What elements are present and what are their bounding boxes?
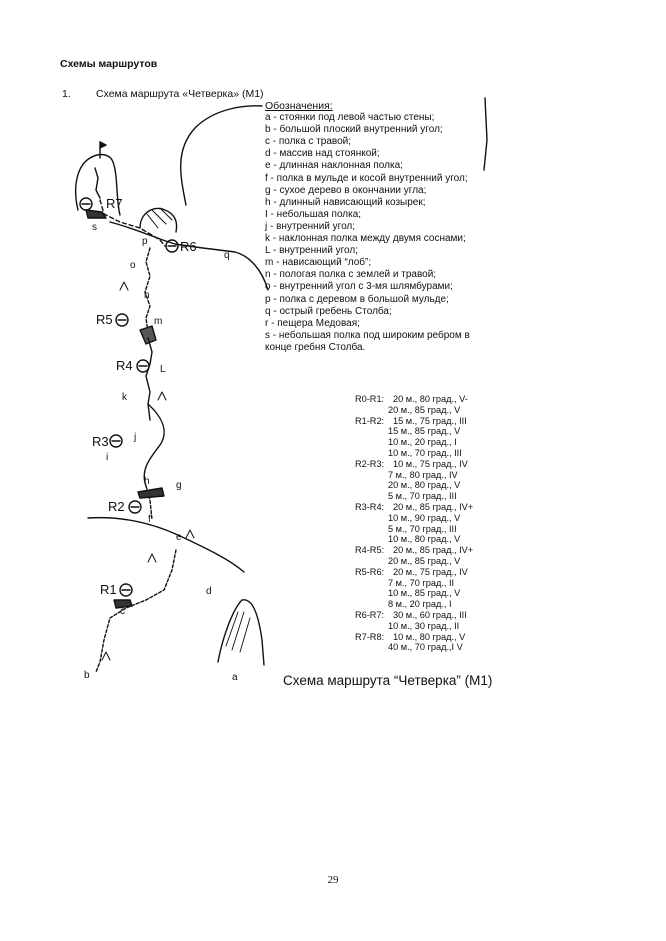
- letter-k: k: [122, 392, 127, 403]
- pitch-value: 20 м., 85 град., V: [388, 404, 461, 415]
- pitch-segment: R6-R7:: [355, 609, 385, 620]
- letter-a: a: [232, 672, 238, 683]
- pitch-value: 20 м., 85 град., IV+: [393, 501, 474, 512]
- pitch-line: [355, 416, 505, 427]
- pitch-line: [355, 491, 505, 502]
- legend-item: r - пещера Медовая;: [265, 317, 360, 329]
- pitch-line: [355, 459, 505, 470]
- letter-n: n: [144, 290, 150, 301]
- item-title: Схема маршрута «Четверка» (М1): [96, 88, 264, 100]
- letter-o: o: [130, 260, 136, 271]
- legend-item: I - небольшая полка;: [265, 208, 362, 220]
- legend-item: o - внутренний угол с 3-мя шлямбурами;: [265, 281, 453, 293]
- pitch-segment: R4-R5:: [355, 545, 385, 556]
- pitch-line: [355, 426, 505, 437]
- pitch-value: 8 м., 20 град., I: [388, 599, 452, 610]
- legend-item: j - внутренний угол;: [265, 220, 356, 232]
- legend-title: Обозначения:: [265, 100, 333, 112]
- pitch-segment: R5-R6:: [355, 566, 385, 577]
- legend-item: m - нависающий “лоб”;: [265, 257, 372, 269]
- pitch-value: 20 м., 75 град., IV: [393, 566, 468, 577]
- belay-label-r5: R5: [96, 312, 113, 327]
- legend-item: h - длинный нависающий козырек;: [265, 196, 426, 208]
- pitch-value: 10 м., 90 град., V: [388, 512, 461, 523]
- legend-item: s - небольшая полка под широким ребром в конце гребня Столба.: [265, 329, 470, 353]
- pitch-line: [355, 632, 505, 643]
- legend-item: b - большой плоский внутренний угол;: [265, 124, 443, 136]
- wall-outline: [181, 106, 262, 205]
- ledge-e-line: [88, 518, 244, 572]
- letter-c: c: [120, 606, 125, 617]
- pitch-value: 7 м., 80 град., IV: [388, 469, 458, 480]
- pitch-segment: R1-R2:: [355, 415, 385, 426]
- pitch-value: 7 м., 70 град., II: [388, 577, 455, 588]
- legend-item: p - полка с деревом в большой мульде;: [265, 293, 449, 305]
- pitch-value: 30 м., 60 град., III: [393, 609, 467, 620]
- pitch-line: [355, 502, 505, 513]
- letter-p: p: [142, 236, 148, 247]
- pitch-line: [355, 642, 505, 653]
- legend-item: a - стоянки под левой частью стены;: [265, 112, 435, 124]
- legend: [265, 100, 495, 354]
- rock-a: [218, 600, 264, 665]
- pitch-line: [355, 534, 505, 545]
- pitch-value: 10 м., 75 град., IV: [393, 458, 468, 469]
- pitch-segment: R7-R8:: [355, 631, 385, 642]
- pitch-value: 10 м., 20 град., I: [388, 437, 457, 448]
- pitch-value: 20 м., 85 град., IV+: [393, 545, 474, 556]
- letter-b: b: [84, 670, 90, 681]
- letter-f: f: [148, 514, 151, 525]
- legend-item: f - полка в мульде и косой внутренний угол;: [265, 172, 468, 184]
- section-heading: Схемы маршрутов: [60, 58, 158, 70]
- pitch-value: 15 м., 75 град., III: [393, 415, 467, 426]
- pitch-segment: R2-R3:: [355, 458, 385, 469]
- letter-g: g: [176, 480, 182, 491]
- belay-label-r4: R4: [116, 358, 133, 373]
- page-number: 29: [327, 874, 339, 886]
- pitch-value: 10 м., 70 град., III: [388, 447, 462, 458]
- pitch-line: [355, 513, 505, 524]
- legend-item: L - внутренний угол;: [265, 245, 358, 257]
- legend-item: e - длинная наклонная полка;: [265, 160, 403, 172]
- pitch-line: [355, 470, 505, 481]
- pitch-line: [355, 610, 505, 621]
- letter-i: i: [106, 452, 109, 463]
- pitch-line: [355, 524, 505, 535]
- pitch-line: [355, 567, 505, 578]
- pitch-line: [355, 599, 505, 610]
- pitch-value: 20 м., 80 град., V: [388, 480, 461, 491]
- legend-item: k - наклонная полка между двумя соснами;: [265, 233, 466, 245]
- pitch-value: 15 м., 85 град., V: [388, 426, 461, 437]
- pitch-line: [355, 394, 505, 405]
- pitch-value: 5 м., 70 град., III: [388, 491, 457, 502]
- pitch-value: 20 м., 80 град., V-: [393, 394, 468, 404]
- legend-item: g - сухое дерево в окончании угла;: [265, 184, 427, 196]
- belay-label-r6: R6: [180, 239, 197, 254]
- pitch-line: [355, 578, 505, 589]
- pitch-value: 10 м., 80 град., V: [393, 631, 466, 642]
- belay-label-r7: R7: [106, 196, 123, 211]
- belay-label-r2: R2: [108, 499, 125, 514]
- pitch-line: [355, 556, 505, 567]
- letter-s: s: [92, 222, 97, 233]
- pitch-value: 10 м., 80 град., V: [388, 534, 461, 545]
- item-number: 1.: [62, 88, 71, 100]
- pitch-value: 10 м., 85 град., V: [388, 588, 461, 599]
- pitch-segment: R0-R1:: [355, 394, 385, 404]
- letter-j: j: [134, 432, 137, 443]
- pitch-line: [355, 480, 505, 491]
- pitch-value: 5 м., 70 град., III: [388, 523, 457, 534]
- pitch-list: [355, 394, 505, 653]
- legend-item: n - пологая полка с землей и травой;: [265, 269, 437, 281]
- letter-l: L: [160, 364, 166, 375]
- letter-h: h: [144, 476, 150, 487]
- pitch-value: 20 м., 85 град., V: [388, 555, 461, 566]
- scheme-title: Схема маршрута “Четверка” (М1): [283, 673, 493, 688]
- letter-q: q: [224, 250, 230, 261]
- legend-item: c - полка с травой;: [265, 136, 352, 148]
- pitch-line: [355, 448, 505, 459]
- pitch-segment: R3-R4:: [355, 501, 385, 512]
- pitch-line: [355, 405, 505, 416]
- pitch-value: 10 м., 30 град., II: [388, 620, 460, 631]
- pitch-line: [355, 437, 505, 448]
- belay-label-r3: R3: [92, 434, 109, 449]
- route-lower: [96, 550, 176, 672]
- cave-mound: [140, 208, 177, 232]
- ridge-line: [110, 222, 268, 290]
- letter-m: m: [154, 316, 163, 327]
- legend-item: q - острый гребень Столба;: [265, 305, 392, 317]
- pitch-line: [355, 588, 505, 599]
- letter-e: e: [176, 532, 182, 543]
- pitch-value: 40 м., 70 град.,I V: [388, 642, 463, 653]
- pitch-line: [355, 545, 505, 556]
- belay-label-r1: R1: [100, 582, 117, 597]
- legend-item: d - массив над стоянкой;: [265, 148, 380, 160]
- pitch-line: [355, 621, 505, 632]
- letter-d: d: [206, 586, 212, 597]
